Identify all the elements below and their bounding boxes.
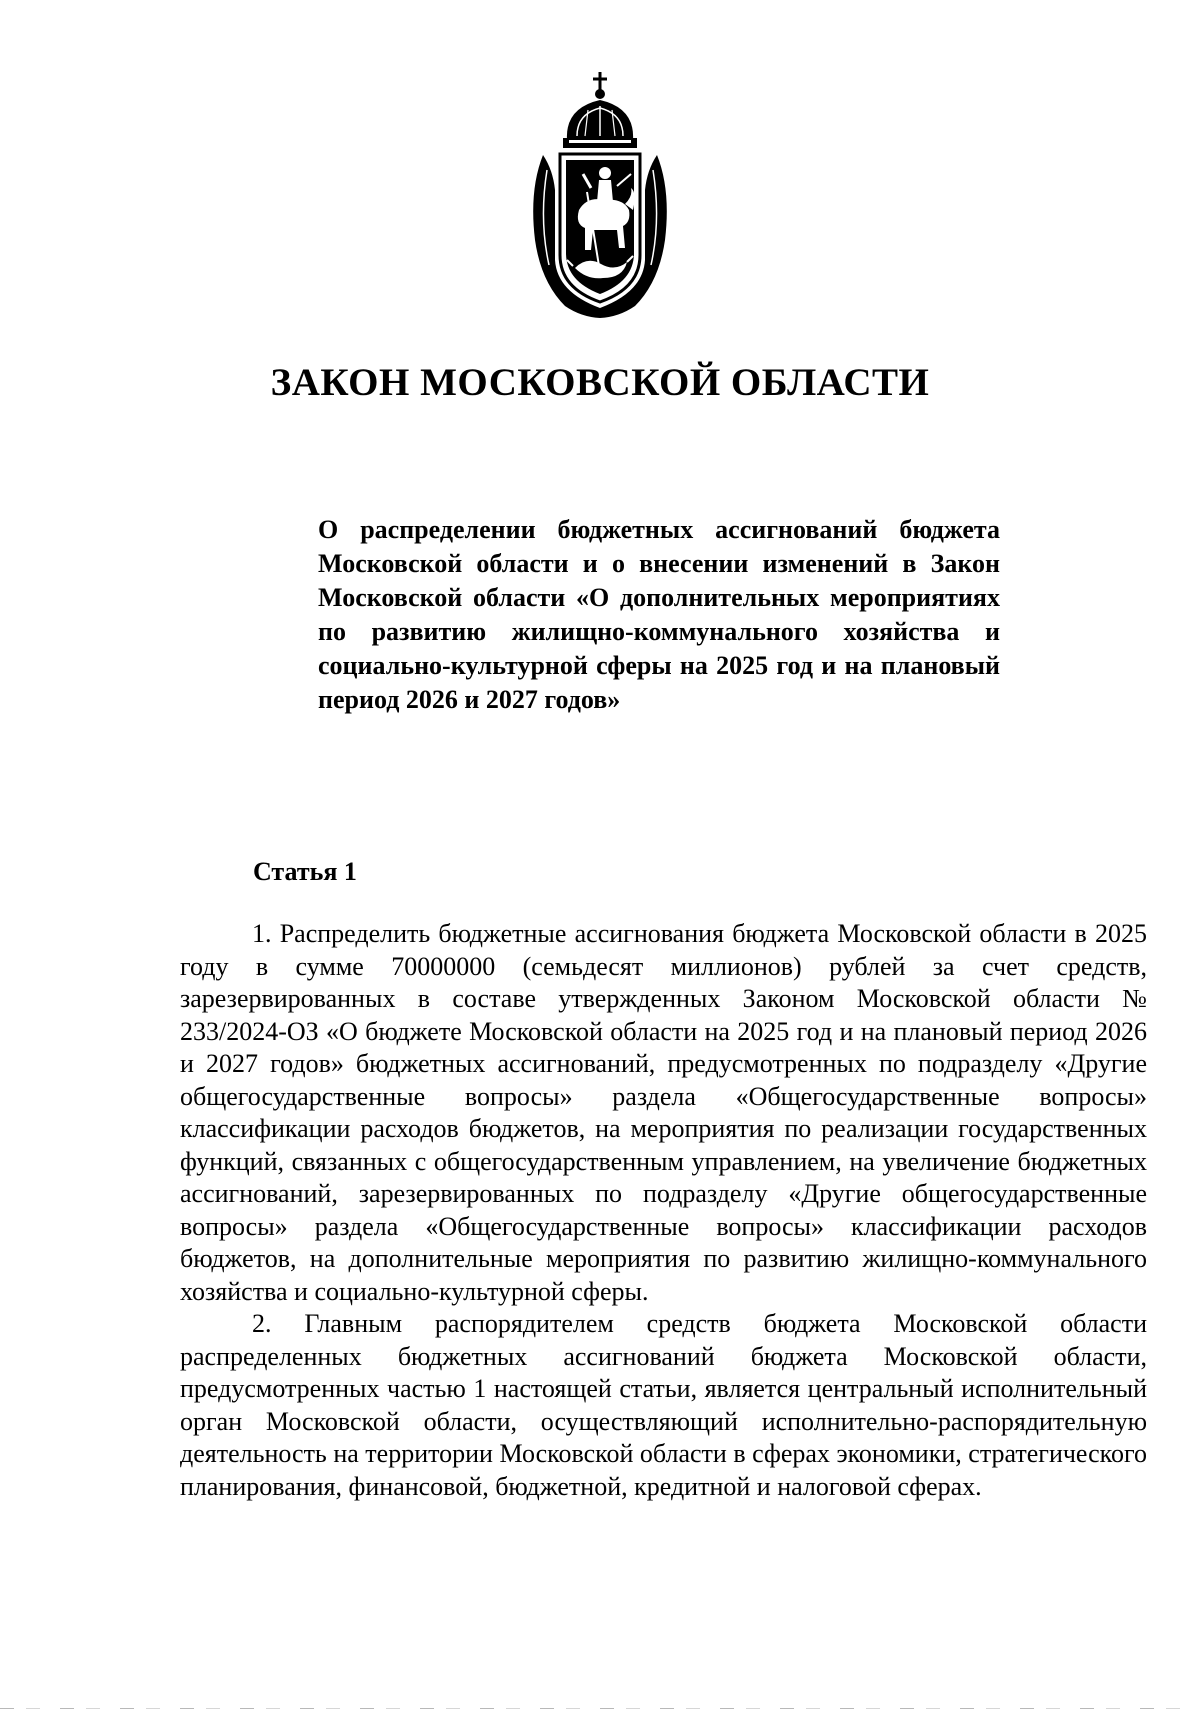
article-paragraph: 1. Распределить бюджетные ассигнования бюджета Московской области в 2025 году в сумме 70000000 (семьдесят миллионов) рублей за счет средств, зарезервированных в составе утвержденных Законом Московской области № 233/2024-ОЗ «О бюджете Московской области на 2025 год и на плановый период 2026 и 2027 годов» бюджетных ассигнований, предусмотренных по подразделу «Другие общегосударственные вопросы» раздела «Общегосударственные вопросы» классификации расходов бюджетов, на мероприятия по реализации государственных функций, связанных с общегосударственным управлением, на увеличение бюджетных ассигнований, зарезервированных по подразделу «Другие общегосударственные вопросы» раздела «Общегосударственные вопросы» классификации расходов бюджетов, на дополнительные мероприятия по развитию жилищно-коммунального хозяйства и социально-культурной сферы. bbox=[180, 919, 1147, 1306]
law-subject: О распределении бюджетных ассигнований бюджета Московской области и о внесении изменений в Закон Московской области «О дополнительных мероприятиях по развитию жилищно-коммунального хозяйства и социально-культурной сферы на 2025 год и на плановый период 2026 и 2027 годов» bbox=[318, 515, 1000, 714]
document-title: ЗАКОН МОСКОВСКОЙ ОБЛАСТИ bbox=[270, 361, 930, 404]
coat-of-arms-icon bbox=[525, 70, 675, 320]
scan-artifact-line bbox=[0, 1708, 1200, 1709]
article-paragraph: 2. Главным распорядителем средств бюджета Московской области распределенных бюджетных ассигнований бюджета Московской области, предусмотренных частью 1 настоящей статьи, является центральный исполнительный орган Московской области, осуществляющий исполнительно-распорядительную деятельность на территории Московской области в сферах экономики, стратегического планирования, финансовой, бюджетной, кредитной и налоговой сферах. bbox=[180, 1309, 1147, 1501]
article-heading: Статья 1 bbox=[253, 857, 357, 886]
article-body bbox=[180, 918, 1147, 1503]
